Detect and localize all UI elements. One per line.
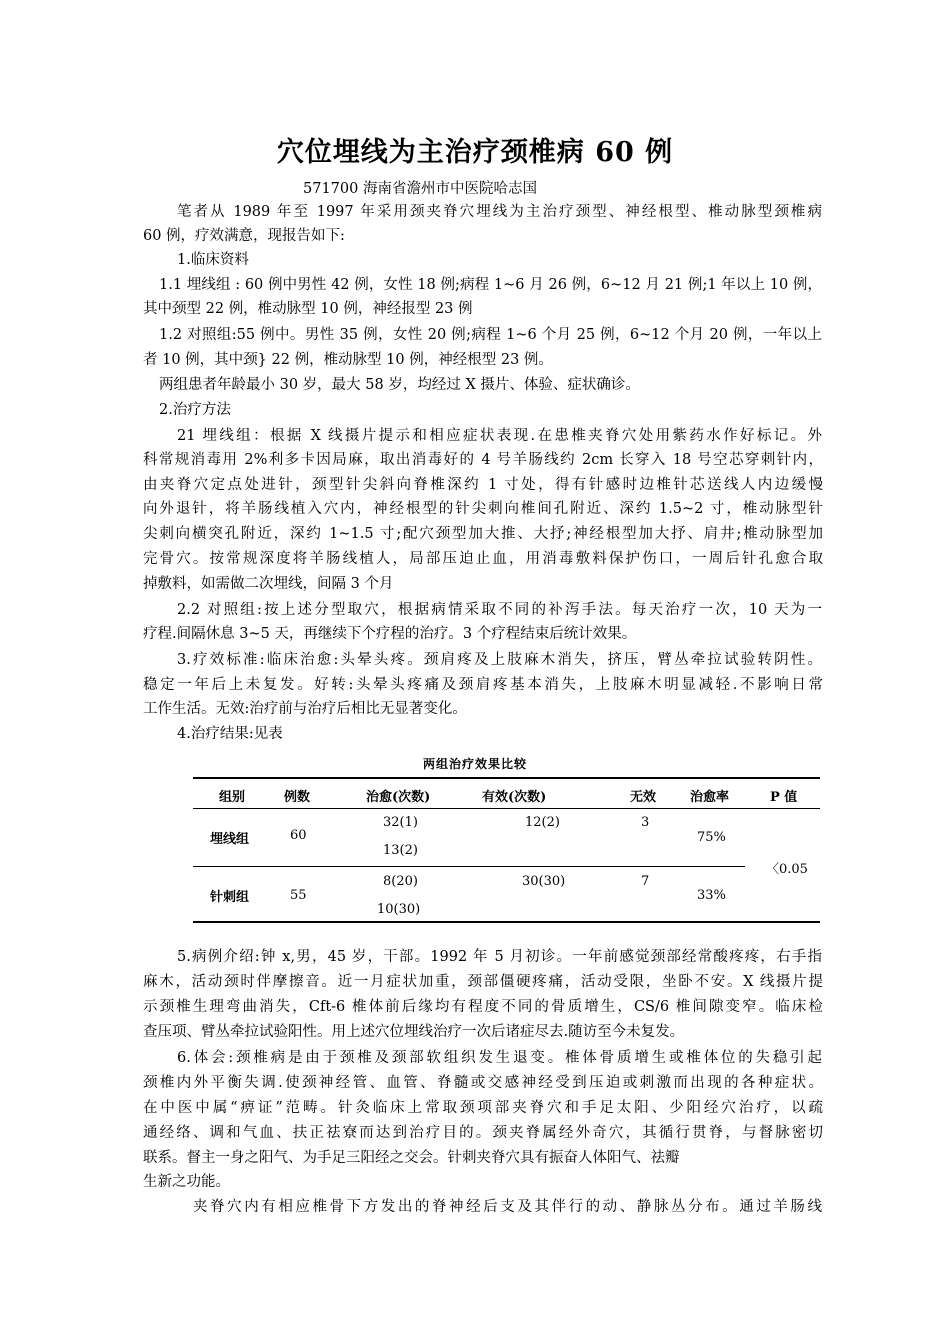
- paragraph-line: 尖刺向横突孔附近，深约 1~1.5 寸;配穴颈型加大推、大抒;神经根型加大抒、肩井;椎动脉型加: [143, 526, 823, 542]
- paragraph-line: 笔者从 1989 年至 1997 年采用颈夹脊穴埋线为主治疗颈型、神经根型、椎动脉型颈椎病: [177, 204, 822, 220]
- paragraph-line: 60 例，疗效满意，现报告如下:: [143, 228, 345, 244]
- table-cell-cured: 10(30): [377, 902, 421, 917]
- paragraph-line: 其中颈型 22 例，椎动脉型 10 例，神经报型 23 例: [143, 301, 473, 317]
- table-header-rate: 治愈率: [690, 790, 730, 805]
- table-caption: 两组治疗效果比较: [422, 757, 527, 771]
- table-cell-cured: 13(2): [383, 843, 418, 858]
- table-top-rule: [193, 777, 820, 779]
- paragraph-line: 向外退针，将羊肠线植入穴内，神经根型的针尖刺向椎间孔附近、深约 1.5~2 寸，椎动脉型针: [143, 501, 823, 517]
- paragraph-line: 两组患者年龄最小 30 岁，最大 58 岁，均经过 X 摄片、体验、症状确诊。: [159, 377, 640, 393]
- paragraph-line: 通经络、调和气血、扶正祛寮而达到治疗目的。颈夹脊属经外奇穴，其循行贯脊，与督脉密切: [143, 1125, 823, 1141]
- paragraph-line: 麻木，活动颈时伴摩擦音。近一月症状加重，颈部僵硬疼痛，活动受限，坐卧不安。X 线摄片提: [143, 974, 823, 990]
- paragraph-line: 稳定一年后上未复发。好转:头晕头疼痛及颈肩疼基本消失，上肢麻木明显减轻.不影响日常: [143, 677, 823, 693]
- paragraph-line: 颈椎内外平衡失调.使颈神经管、血管、脊髓或交感神经受到压迫或刺激而出现的各种症状。: [143, 1075, 823, 1091]
- table-cell-ineffective: 7: [641, 874, 650, 889]
- table-header-count: 例数: [284, 790, 311, 805]
- paragraph-line: 3.疗效标准:临床治愈:头晕头疼。颈肩疼及上肢麻木消失，挤压，臂丛牵拉试验转阴性。: [177, 652, 822, 668]
- table-cell-cured: 8(20): [383, 874, 418, 889]
- paragraph-line: 生新之功能。: [143, 1174, 230, 1190]
- paragraph-line: 由夹脊穴定点处进针，颈型针尖斜向脊椎深约 1 寸处，得有针感时边椎针芯送线人内边缓慢: [143, 477, 823, 493]
- table-cell-rate: 75%: [697, 830, 726, 845]
- table-bottom-rule: [193, 921, 820, 923]
- section-heading: 4.治疗结果:见表: [177, 726, 283, 742]
- table-header-cured: 治愈(次数): [366, 790, 431, 805]
- paragraph-line: 21 埋线组：根据 X 线摄片提示和相应症状表现.在患椎夹脊穴处用紫药水作好标记。外: [177, 428, 822, 444]
- paragraph-line: 在中医中属“痹证”范畴。针灸临床上常取颈项部夹脊穴和手足太阳、少阳经穴治疗，以疏: [143, 1100, 823, 1116]
- paragraph-line: 工作生活。无效:治疗前与治疗后相比无显著变化。: [143, 701, 467, 717]
- table-row-divider: [193, 866, 745, 867]
- table-cell-pvalue: 〈0.05: [766, 862, 808, 877]
- table-cell-effective: 30(30): [522, 874, 566, 889]
- table-cell-count: 60: [290, 828, 307, 843]
- paragraph-line: 5.病例介绍:钟 x,男，45 岁，干部。1992 年 5 月初诊。一年前感觉颈部经常酸疼疼，右手指: [177, 949, 822, 965]
- paragraph-line: 查压项、臂丛牵拉试验阳性。用上述穴位埋线治疗一次后诸症尽去.随访至今未复发。: [143, 1024, 685, 1040]
- paragraph-line: 者 10 例，其中颈} 22 例，椎动脉型 10 例，神经根型 23 例。: [143, 352, 553, 368]
- table-cell-rate: 33%: [697, 888, 726, 903]
- paragraph-line: 6.体会:颈椎病是由于颈椎及颈部软组织发生退变。椎体骨质增生或椎体位的失稳引起: [177, 1050, 822, 1066]
- table-cell-count: 55: [290, 888, 307, 903]
- page-title: 穴位埋线为主治疗颈椎病 60 例: [276, 137, 674, 168]
- table-cell-cured: 32(1): [383, 815, 418, 830]
- author-line: 571700 海南省澹州市中医院哈志国: [303, 181, 537, 197]
- paragraph-line: 疗程.间隔休息 3~5 天，再继续下个疗程的治疗。3 个疗程结束后统计效果。: [143, 626, 637, 642]
- section-heading: 1.临床资料: [177, 252, 249, 268]
- table-header-ineffective: 无效: [630, 790, 657, 805]
- table-header-effective: 有效(次数): [482, 790, 547, 805]
- paragraph-line: 示颈椎生理弯曲消失，Cft-6 椎体前后缘均有程度不同的骨质增生，CS/6 椎间隙变窄。临床检: [143, 999, 823, 1015]
- paragraph-line: 1.1 埋线组 : 60 例中男性 42 例，女性 18 例;病程 1~6 月 26 例，6~12 月 21 例;1 年以上 10 例，: [159, 277, 822, 293]
- paragraph-line: 科常规消毒用 2%利多卡因局麻，取出消毒好的 4 号羊肠线约 2cm 长穿入 18 号空芯穿刺针内，: [143, 452, 823, 468]
- paragraph-line: 掉敷料，如需做二次埋线，间隔 3 个月: [143, 576, 394, 592]
- table-cell-group: 针刺组: [210, 890, 250, 905]
- table-header-rule: [193, 808, 820, 809]
- table-cell-effective: 12(2): [525, 815, 560, 830]
- table-header-pvalue: P 值: [770, 790, 798, 805]
- paragraph-line: 2.2 对照组:按上述分型取穴，根据病情采取不同的补泻手法。每天治疗一次，10 天为一: [177, 602, 822, 618]
- table-header-group: 组别: [219, 790, 246, 805]
- section-heading: 2.治疗方法: [159, 402, 231, 418]
- table-cell-ineffective: 3: [641, 815, 650, 830]
- paragraph-line: 1.2 对照组:55 例中。男性 35 例，女性 20 例;病程 1~6 个月 25 例，6~12 个月 20 例，一年以上: [159, 327, 822, 343]
- table-cell-group: 埋线组: [210, 832, 250, 847]
- paragraph-line: 完骨穴。按常规深度将羊肠线植人，局部压迫止血，用消毒敷料保护伤口，一周后针孔愈合取: [143, 551, 823, 567]
- paragraph-line: 夹脊穴内有相应椎骨下方发出的脊神经后支及其伴行的动、静脉丛分布。通过羊肠线: [193, 1199, 822, 1215]
- paragraph-line: 联系。督主一身之阳气、为手足三阳经之交会。针刺夹脊穴具有振奋人体阳气、祛瓣: [143, 1150, 680, 1166]
